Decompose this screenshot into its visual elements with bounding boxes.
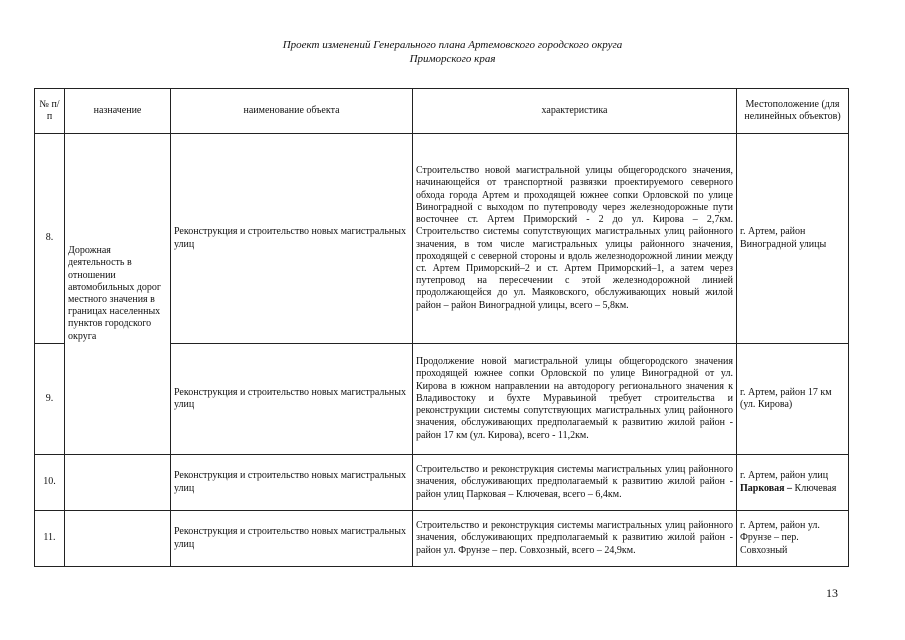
characteristic-text: Строительство и реконструкция системы магистральных улиц районного значения, обслуживающих предполагаемый к развитию жилой район - район ул. Фрунзе – пер. Совхозный, всего – 24,9км. <box>413 511 737 567</box>
purpose-empty-cell <box>65 455 171 511</box>
location-text: г. Артем, район ул. Фрунзе – пер. Совхозный <box>737 511 849 567</box>
location-text <box>737 455 849 511</box>
header-line-1: Проект изменений Генерального плана Артемовского городского округа <box>282 39 623 51</box>
table-row <box>35 511 849 567</box>
object-name: Реконструкция и строительство новых магистральных улиц <box>171 511 413 567</box>
location-part: Ключевая <box>792 482 837 494</box>
page-number: 13 <box>826 586 838 600</box>
characteristic-text: Строительство новой магистральной улицы общегородского значения, начинающейся от транспортной развязки проектируемого северного обхода города Артем и проходящей южнее сопки Орловской по улице Виноградной с выходом по путепроводу через железнодорожные пути восточнее ст. Артем Приморский - 2 до ул. Кирова – 2,7км. Строительство системы сопутствующих магистральных улиц районного значения, в том числе магистральных улицы районного значения, проходящей с северной стороны и вдоль железнодорожной линии между ст. Артем Приморский–2 и ст. Артем Приморский–1, а затем через путепровод на пересечении с этой железнодорожной линией продолжающейся до ул. Маяковского, обслуживающих новый жилой район – район Виноградной улицы, всего – 5,8км. <box>413 134 737 344</box>
table-row <box>35 455 849 511</box>
col-purpose-header: назначение <box>65 89 171 134</box>
row-number: 8. <box>35 134 65 344</box>
location-text: г. Артем, район 17 км (ул. Кирова) <box>737 344 849 455</box>
purpose-empty-cell <box>65 511 171 567</box>
location-text: г. Артем, район Виноградной улицы <box>737 134 849 344</box>
location-part: г. Артем, район улиц <box>740 470 829 482</box>
location-bold-part: Парковая – <box>740 482 793 494</box>
characteristic-text: Продолжение новой магистральной улицы общегородского значения проходящей южнее сопки Орловской по улице Виноградной от ул. Кирова в южном направлении на автодорогу регионального значения к Владивостоку и бухте Муравьиной требует строительства и реконструкции системы сопутствующих магистральных улиц районного значения, обслуживающих предполагаемый к развитию жилой район - район 17 км (ул. Кирова), всего - 11,2км. <box>413 344 737 455</box>
table-header-row <box>35 89 849 134</box>
row-number: 11. <box>35 511 65 567</box>
purpose-cell: Дорожная деятельность в отношении автомобильных дорог местного значения в границах населенных пунктов городского округа <box>65 134 171 455</box>
row-number: 9. <box>35 344 65 455</box>
col-name-header: наименование объекта <box>171 89 413 134</box>
characteristic-text: Строительство и реконструкция системы магистральных улиц районного значения, обслуживающих предполагаемый к развитию жилой район - район улиц Парковая – Ключевая, всего – 6,4км. <box>413 455 737 511</box>
document-header <box>0 38 905 66</box>
table-row <box>35 134 849 344</box>
object-name: Реконструкция и строительство новых магистральных улиц <box>171 134 413 344</box>
object-name: Реконструкция и строительство новых магистральных улиц <box>171 344 413 455</box>
projects-table <box>34 88 849 567</box>
object-name: Реконструкция и строительство новых магистральных улиц <box>171 455 413 511</box>
col-location-header: Местоположение (для нелинейных объектов) <box>737 89 849 134</box>
col-characteristic-header: характеристика <box>413 89 737 134</box>
row-number: 10. <box>35 455 65 511</box>
header-line-2: Приморского края <box>409 53 496 65</box>
col-num-header: № п/п <box>35 89 65 134</box>
